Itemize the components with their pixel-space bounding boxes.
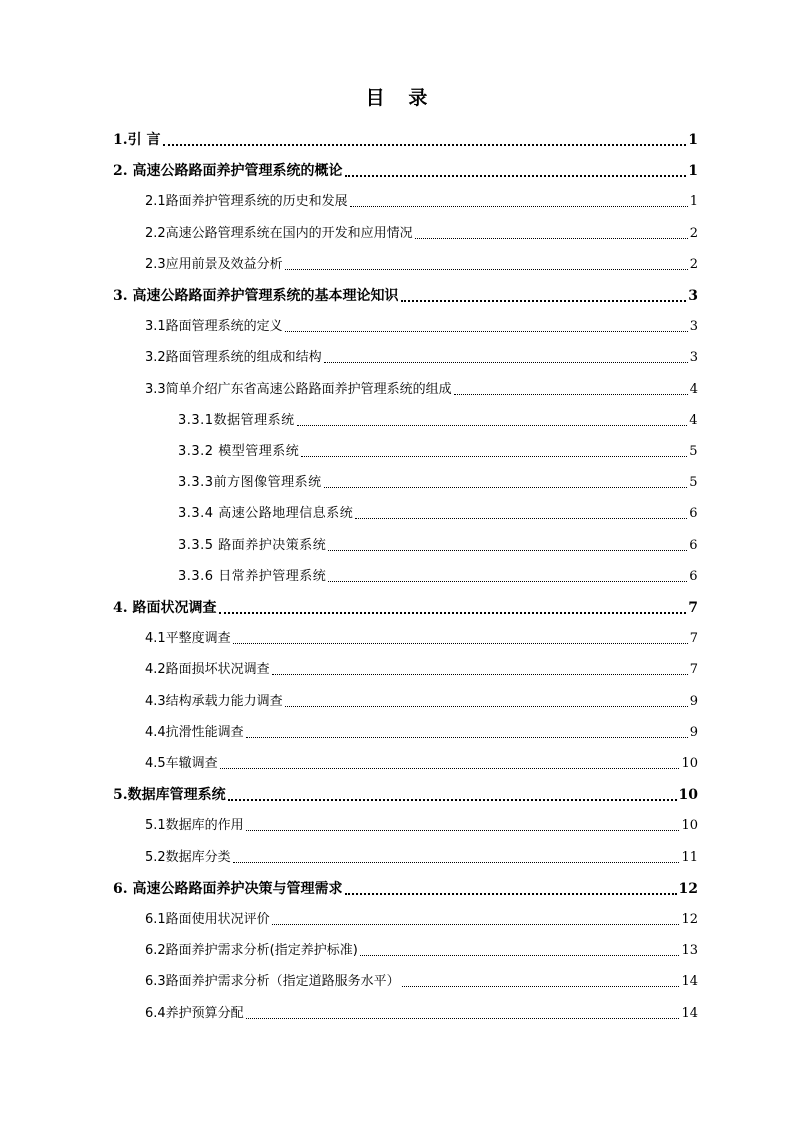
toc-entry-label: 2.2高速公路管理系统在国内的开发和应用情况 xyxy=(145,225,413,241)
toc-entry[interactable] xyxy=(113,157,698,181)
toc-entry-label: 3.3简单介绍广东省高速公路路面养护管理系统的组成 xyxy=(145,381,452,397)
dot-leader xyxy=(163,144,687,146)
toc-entry[interactable] xyxy=(145,906,698,930)
toc-entry-page: 1 xyxy=(688,163,698,180)
toc-entry-page: 14 xyxy=(681,1005,698,1021)
toc-entry-page: 5 xyxy=(689,444,698,459)
toc-entry-label: 5.1数据库的作用 xyxy=(145,818,244,834)
toc-entry[interactable] xyxy=(145,188,698,212)
dot-leader xyxy=(355,518,687,519)
toc-entry[interactable] xyxy=(178,563,698,587)
toc-entry-page: 5 xyxy=(689,475,698,491)
toc-entry-page: 6 xyxy=(689,568,698,584)
toc-entry-label: 3.3.4 高速公路地理信息系统 xyxy=(178,506,354,522)
toc-entry-label: 3.3.6 日常养护管理系统 xyxy=(178,568,327,584)
toc-entry[interactable] xyxy=(178,532,698,556)
dot-leader xyxy=(402,986,680,987)
toc-entry-page: 4 xyxy=(689,412,698,428)
dot-leader xyxy=(219,612,687,614)
toc-entry-page: 4 xyxy=(689,381,698,397)
toc-entry-label: 1.引 言 xyxy=(113,132,161,148)
toc-entry-page: 1 xyxy=(689,194,698,210)
toc-entry-label: 3.3.1数据管理系统 xyxy=(178,412,295,428)
toc-entry-label: 6. 高速公路路面养护决策与管理需求 xyxy=(113,880,343,897)
toc-entry-page: 7 xyxy=(689,662,698,678)
toc-entry-page: 7 xyxy=(689,631,698,647)
toc-entry[interactable] xyxy=(145,719,698,743)
toc-entry[interactable] xyxy=(145,251,698,275)
toc-entry[interactable] xyxy=(145,688,698,712)
toc-entry-label: 4.2路面损坏状况调查 xyxy=(145,662,270,678)
toc-entry-label: 6.4养护预算分配 xyxy=(145,1005,244,1021)
dot-leader xyxy=(285,331,688,332)
dot-leader xyxy=(233,643,688,644)
dot-leader xyxy=(345,175,687,177)
toc-title: 目 录 xyxy=(365,87,429,109)
toc-entry-label: 6.3路面养护需求分析（指定道路服务水平） xyxy=(145,974,400,990)
toc-entry-page: 9 xyxy=(689,693,698,709)
toc-entry-page: 11 xyxy=(681,849,698,865)
toc-entry-page: 2 xyxy=(689,225,698,241)
toc-entry[interactable] xyxy=(113,875,698,899)
dot-leader xyxy=(324,487,688,488)
toc-entry[interactable] xyxy=(145,750,698,774)
toc-entry-page: 1 xyxy=(688,132,698,148)
dot-leader xyxy=(297,425,688,426)
toc-entry-page: 3 xyxy=(689,319,698,335)
toc-entry-page: 6 xyxy=(689,506,698,522)
toc-entry[interactable] xyxy=(145,625,698,649)
toc-entry-label: 4. 路面状况调查 xyxy=(113,600,217,616)
dot-leader xyxy=(285,706,688,707)
toc-entry-page: 10 xyxy=(681,818,698,834)
dot-leader xyxy=(360,955,680,956)
toc-entry[interactable] xyxy=(178,469,698,493)
dot-leader xyxy=(328,550,687,551)
toc-entry-label: 4.3结构承载力能力调查 xyxy=(145,693,283,709)
dot-leader xyxy=(246,830,680,831)
toc-entry[interactable] xyxy=(145,812,698,836)
toc-entry[interactable] xyxy=(113,594,698,618)
dot-leader xyxy=(272,924,680,925)
toc-entry-label: 5.2数据库分类 xyxy=(145,849,231,865)
toc-entry-label: 2.3应用前景及效益分析 xyxy=(145,256,283,272)
toc-entry-page: 7 xyxy=(688,600,698,616)
dot-leader xyxy=(454,394,688,395)
toc-entry-page: 6 xyxy=(689,537,698,553)
toc-entry-page: 12 xyxy=(678,880,698,897)
toc-entry[interactable] xyxy=(178,407,698,431)
toc-entry[interactable] xyxy=(178,438,698,462)
toc-entry[interactable] xyxy=(145,313,698,337)
toc-entry-label: 6.2路面养护需求分析(指定养护标准) xyxy=(145,943,358,959)
toc-entry[interactable] xyxy=(145,656,698,680)
toc-entry-label: 3.1路面管理系统的定义 xyxy=(145,319,283,335)
toc-entry[interactable] xyxy=(145,937,698,961)
toc-entry-page: 3 xyxy=(688,288,698,304)
toc-entry-label: 2. 高速公路路面养护管理系统的概论 xyxy=(113,163,343,180)
toc-entry[interactable] xyxy=(145,968,698,992)
toc-entry-page: 13 xyxy=(681,943,698,959)
dot-leader xyxy=(246,737,688,738)
toc-entry-page: 10 xyxy=(678,787,698,804)
dot-leader xyxy=(415,238,688,239)
toc-entry-page: 9 xyxy=(689,724,698,740)
toc-entry-label: 3.2路面管理系统的组成和结构 xyxy=(145,350,322,366)
dot-leader xyxy=(301,456,687,457)
toc-entry-label: 3.3.3前方图像管理系统 xyxy=(178,475,322,491)
toc-entry[interactable] xyxy=(145,844,698,868)
toc-entry[interactable] xyxy=(113,781,698,805)
toc-entry-label: 3.3.2 模型管理系统 xyxy=(178,444,300,459)
toc-entry[interactable] xyxy=(145,220,698,244)
toc-entry[interactable] xyxy=(178,500,698,524)
dot-leader xyxy=(328,581,687,582)
toc-entry[interactable] xyxy=(113,126,698,150)
toc-entry-label: 2.1路面养护管理系统的历史和发展 xyxy=(145,194,348,210)
toc-entry-label: 5.数据库管理系统 xyxy=(113,787,226,804)
toc-entry-label: 4.5车辙调查 xyxy=(145,756,218,771)
dot-leader xyxy=(228,799,677,801)
dot-leader xyxy=(246,1018,680,1019)
toc-entry-label: 4.1平整度调查 xyxy=(145,631,231,647)
dot-leader xyxy=(345,893,677,895)
toc-entry[interactable] xyxy=(145,376,698,400)
toc-entry-label: 4.4抗滑性能调查 xyxy=(145,724,244,740)
toc-entry-page: 3 xyxy=(689,350,698,366)
dot-leader xyxy=(233,862,680,863)
toc-entry[interactable] xyxy=(113,282,698,306)
toc-entry[interactable] xyxy=(145,344,698,368)
toc-entry-label: 3. 高速公路路面养护管理系统的基本理论知识 xyxy=(113,288,399,304)
dot-leader xyxy=(272,674,688,675)
toc-entry-page: 14 xyxy=(681,974,698,990)
toc-entry-page: 2 xyxy=(689,256,698,272)
toc-entry[interactable] xyxy=(145,1000,698,1024)
toc-entry-label: 3.3.5 路面养护决策系统 xyxy=(178,537,327,553)
dot-leader xyxy=(350,206,688,207)
toc-entry-page: 12 xyxy=(681,912,698,927)
toc-entry-label: 6.1路面使用状况评价 xyxy=(145,912,270,927)
dot-leader xyxy=(401,300,687,302)
dot-leader xyxy=(324,362,688,363)
dot-leader xyxy=(220,768,680,769)
toc-entry-page: 10 xyxy=(681,756,698,771)
dot-leader xyxy=(285,269,688,270)
